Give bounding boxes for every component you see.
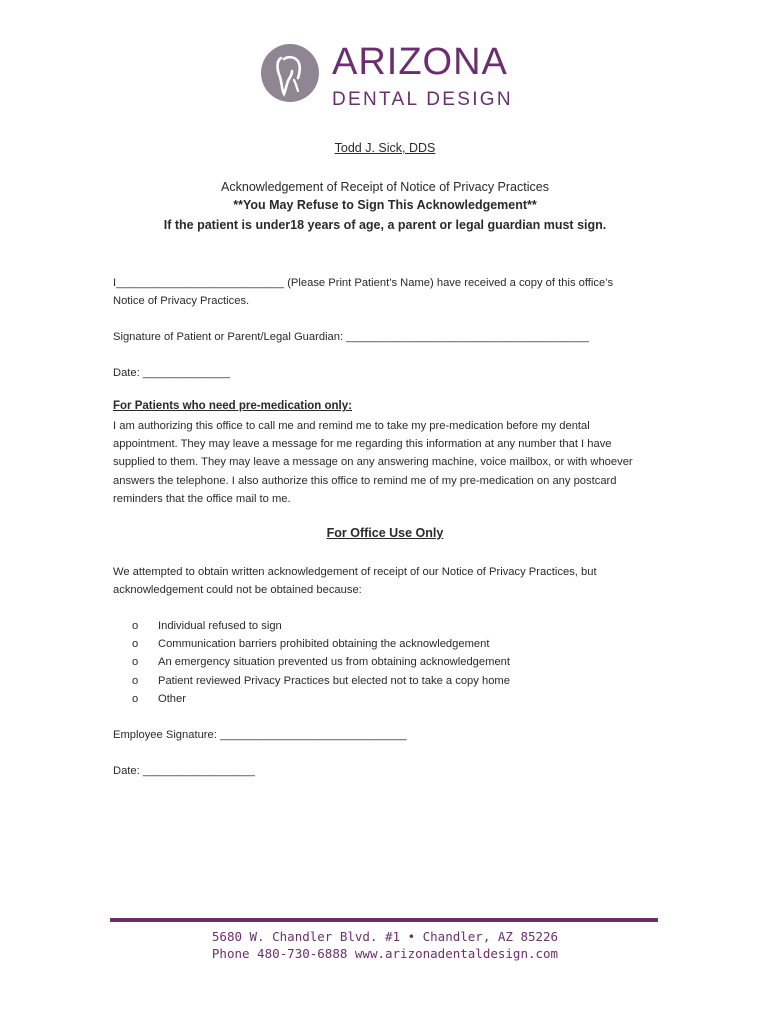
bullet-mark: o: [132, 620, 139, 632]
list-item: [132, 635, 510, 653]
reason-option: Individual refused to sign: [158, 620, 282, 632]
reason-option: Other: [158, 692, 186, 705]
office-use-heading: For Office Use Only: [326, 526, 444, 540]
employee-signature-line: Employee Signature: ______________________________: [113, 729, 407, 741]
patient-name-line: I___________________________ (Please Print Patient’s Name) have received a copy of this office’s Notice of Privacy Practices.: [113, 277, 614, 307]
reason-list: [132, 617, 510, 708]
footer-address: 5680 W. Chandler Blvd. #1 • Chandler, AZ 85226: [211, 929, 559, 944]
office-use-intro: We attempted to obtain written acknowledgement of receipt of our Notice of Privacy Practices, but acknowledgement could not be obtained because:: [113, 566, 597, 596]
bullet-mark: o: [132, 674, 139, 687]
reason-option: Patient reviewed Privacy Practices but elected not to take a copy home: [158, 674, 510, 687]
logo-subtitle: DENTAL DESIGN: [332, 89, 513, 110]
bullet-mark: o: [132, 692, 139, 705]
company-logo: [258, 40, 528, 112]
tooth-logo-icon: [261, 44, 319, 102]
list-item: [132, 653, 510, 671]
form-title: Acknowledgement of Receipt of Notice of Privacy Practices: [221, 180, 549, 194]
footer-phone-website: Phone 480-730-6888 www.arizonadentaldesign.com: [211, 946, 559, 961]
doctor-name: Todd J. Sick, DDS: [334, 141, 436, 155]
bullet-mark: o: [132, 638, 139, 651]
refuse-note: **You May Refuse to Sign This Acknowledgement**: [233, 198, 537, 212]
logo-name: ARIZONA: [332, 41, 508, 83]
list-item: [132, 617, 510, 635]
office-date-line: Date: __________________: [113, 765, 255, 777]
signature-line: Signature of Patient or Parent/Legal Guardian: _______________________________________: [113, 331, 589, 343]
reason-option: An emergency situation prevented us from obtaining acknowledgement: [158, 656, 510, 669]
list-item: [132, 672, 510, 690]
premedication-heading: For Patients who need pre-medication only:: [113, 400, 352, 412]
premedication-text: I am authorizing this office to call me and remind me to take my pre-medication before my dental appointment. They may leave a message for me regarding this information at any number that I have supplied to them. They may leave a message on any answering machine, voice mailbox, or with whoever answers the telephone. I also authorize this office to remind me of my pre-medication on any postcard reminders that the office mail to me.: [113, 420, 633, 505]
list-item: [132, 690, 510, 708]
bullet-mark: o: [132, 656, 139, 669]
date-line: Date: ______________: [113, 367, 230, 379]
guardian-note: If the patient is under18 years of age, a parent or legal guardian must sign.: [163, 218, 607, 232]
footer-divider: [110, 918, 658, 922]
reason-option: Communication barriers prohibited obtaining the acknowledgement: [158, 638, 490, 651]
